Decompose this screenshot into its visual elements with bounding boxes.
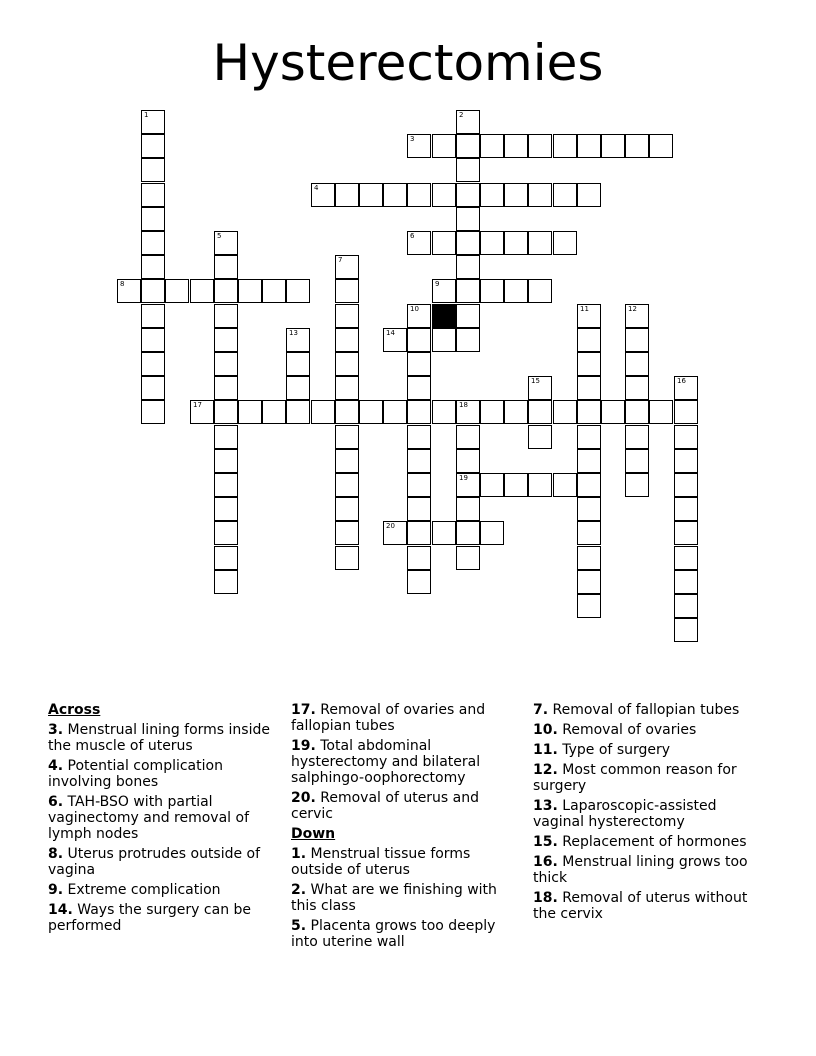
crossword-cell[interactable]: [577, 425, 601, 449]
crossword-cell[interactable]: [407, 400, 431, 424]
clue-text: Menstrual lining forms inside the muscle of uterus: [48, 722, 270, 754]
clue-text: Total abdominal hysterectomy and bilateral salphingo-oophorectomy: [291, 738, 481, 786]
crossword-cell[interactable]: [504, 183, 528, 207]
clue-text: TAH-BSO with partial vaginectomy and removal of lymph nodes: [48, 794, 250, 842]
crossword-cell[interactable]: [407, 449, 431, 473]
crossword-cell[interactable]: [480, 400, 504, 424]
crossword-cell[interactable]: [528, 183, 552, 207]
crossword-cell[interactable]: [190, 279, 214, 303]
clue-number-label: 1.: [291, 846, 307, 862]
crossword-cell[interactable]: [214, 570, 238, 594]
clue-item: [533, 834, 755, 850]
crossword-cell[interactable]: [311, 400, 335, 424]
clue-number: 5: [217, 232, 222, 240]
crossword-cell[interactable]: [286, 400, 310, 424]
crossword-cell[interactable]: [286, 279, 310, 303]
crossword-cell[interactable]: [335, 352, 359, 376]
clue-text: Type of surgery: [557, 742, 671, 758]
crossword-cell[interactable]: [432, 183, 456, 207]
clue-number-label: 6.: [48, 794, 64, 810]
crossword-cell[interactable]: [432, 400, 456, 424]
crossword-cell[interactable]: [141, 183, 165, 207]
clue-item: [48, 882, 270, 898]
clue-text: Extreme complication: [63, 882, 221, 898]
crossword-cell[interactable]: [649, 134, 673, 158]
clue-item: [291, 882, 513, 914]
crossword-cell[interactable]: [262, 400, 286, 424]
clue-number: 9: [435, 280, 440, 288]
crossword-cell[interactable]: [214, 497, 238, 521]
clue-text: Removal of ovaries: [557, 722, 697, 738]
clue-number-label: 3.: [48, 722, 64, 738]
crossword-cell[interactable]: [480, 134, 504, 158]
clue-number-label: 10.: [533, 722, 558, 738]
crossword-cell[interactable]: [577, 304, 601, 328]
clue-text: Menstrual lining grows too thick: [533, 854, 748, 886]
crossword-cell[interactable]: [553, 183, 577, 207]
crossword-cell[interactable]: [141, 231, 165, 255]
crossword-cell[interactable]: [577, 400, 601, 424]
crossword-cell[interactable]: [456, 546, 480, 570]
clue-number: 17: [193, 401, 202, 409]
crossword-cell[interactable]: [214, 521, 238, 545]
clue-heading-down: Down: [291, 826, 336, 842]
crossword-cell[interactable]: [432, 328, 456, 352]
clue-number-label: 19.: [291, 738, 316, 754]
crossword-cell[interactable]: [577, 497, 601, 521]
crossword-cell[interactable]: [674, 521, 698, 545]
crossword-cell[interactable]: [335, 449, 359, 473]
crossword-cell[interactable]: [456, 207, 480, 231]
crossword-cell[interactable]: [407, 183, 431, 207]
crossword-cell[interactable]: [674, 376, 698, 400]
crossword-cell[interactable]: [117, 279, 141, 303]
crossword-cell[interactable]: [432, 231, 456, 255]
clue-number-label: 14.: [48, 902, 73, 918]
clue-number: 3: [410, 135, 415, 143]
crossword-cell[interactable]: [214, 231, 238, 255]
clue-item: [48, 758, 270, 790]
clue-number: 2: [459, 111, 464, 119]
crossword-cell[interactable]: [625, 400, 649, 424]
crossword-cell[interactable]: [456, 521, 480, 545]
crossword-cell[interactable]: [214, 279, 238, 303]
crossword-cell[interactable]: [214, 546, 238, 570]
crossword-cell[interactable]: [625, 328, 649, 352]
crossword-cell[interactable]: [625, 304, 649, 328]
crossword-cell[interactable]: [528, 473, 552, 497]
clue-number: 14: [386, 329, 395, 337]
clue-heading-across: Across: [48, 702, 101, 718]
crossword-cell[interactable]: [383, 521, 407, 545]
crossword-cell[interactable]: [577, 570, 601, 594]
crossword-cell[interactable]: [335, 304, 359, 328]
crossword-cell[interactable]: [141, 328, 165, 352]
crossword-cell[interactable]: [214, 255, 238, 279]
crossword-cell[interactable]: [577, 521, 601, 545]
clue-number-label: 17.: [291, 702, 316, 718]
clue-column-3: [533, 702, 755, 926]
clue-item: [291, 790, 513, 822]
crossword-cell[interactable]: [625, 134, 649, 158]
crossword-cell[interactable]: [214, 328, 238, 352]
clue-item: [291, 738, 513, 786]
crossword-cell[interactable]: [262, 279, 286, 303]
crossword-cell[interactable]: [577, 449, 601, 473]
crossword-cell[interactable]: [141, 400, 165, 424]
crossword-cell[interactable]: [407, 134, 431, 158]
crossword-cell[interactable]: [141, 376, 165, 400]
crossword-cell[interactable]: [456, 304, 480, 328]
clue-column-1: [48, 702, 270, 938]
clue-number: 4: [314, 184, 319, 192]
clue-text: Placenta grows too deeply into uterine wall: [291, 918, 496, 950]
crossword-cell[interactable]: [214, 400, 238, 424]
clue-number: 18: [459, 401, 468, 409]
crossword-cell[interactable]: [456, 183, 480, 207]
crossword-cell[interactable]: [335, 497, 359, 521]
crossword-cell[interactable]: [456, 231, 480, 255]
clue-number: 1: [144, 111, 149, 119]
crossword-cell[interactable]: [480, 279, 504, 303]
crossword-cell[interactable]: [528, 400, 552, 424]
crossword-cell[interactable]: [407, 425, 431, 449]
crossword-cell[interactable]: [577, 546, 601, 570]
clue-number-label: 12.: [533, 762, 558, 778]
crossword-cell[interactable]: [407, 570, 431, 594]
crossword-cell[interactable]: [553, 400, 577, 424]
crossword-cell[interactable]: [407, 473, 431, 497]
crossword-cell[interactable]: [141, 207, 165, 231]
crossword-cell[interactable]: [335, 183, 359, 207]
crossword-cell[interactable]: [335, 376, 359, 400]
crossword-cell[interactable]: [649, 400, 673, 424]
clue-number: 19: [459, 474, 468, 482]
crossword-cell[interactable]: [311, 183, 335, 207]
clue-text: Menstrual tissue forms outside of uterus: [291, 846, 471, 878]
clue-number-label: 13.: [533, 798, 558, 814]
clue-number-label: 18.: [533, 890, 558, 906]
clue-number: 7: [338, 256, 343, 264]
crossword-cell[interactable]: [553, 231, 577, 255]
crossword-cell[interactable]: [577, 352, 601, 376]
clue-text: Removal of uterus and cervic: [291, 790, 480, 822]
clue-number: 12: [628, 305, 637, 313]
clue-item: [48, 794, 270, 842]
crossword-cell[interactable]: [407, 521, 431, 545]
crossword-cell[interactable]: [528, 376, 552, 400]
crossword-cell[interactable]: [456, 328, 480, 352]
crossword-cell[interactable]: [141, 352, 165, 376]
crossword-cell[interactable]: [625, 449, 649, 473]
crossword-cell[interactable]: [674, 570, 698, 594]
clue-item: [48, 722, 270, 754]
crossword-cell[interactable]: [456, 255, 480, 279]
clue-number-label: 5.: [291, 918, 307, 934]
clue-item: [291, 702, 513, 734]
crossword-cell[interactable]: [577, 473, 601, 497]
clue-number: 16: [677, 377, 686, 385]
crossword-cell[interactable]: [407, 497, 431, 521]
clue-number: 11: [580, 305, 589, 313]
crossword-cell[interactable]: [625, 425, 649, 449]
crossword-cell[interactable]: [190, 400, 214, 424]
clue-column-2: [291, 702, 513, 954]
crossword-cell[interactable]: [335, 279, 359, 303]
crossword-cell[interactable]: [335, 328, 359, 352]
crossword-cell[interactable]: [335, 521, 359, 545]
clue-number-label: 8.: [48, 846, 64, 862]
crossword-cell[interactable]: [335, 425, 359, 449]
crossword-cell[interactable]: [407, 352, 431, 376]
clue-text: What are we finishing with this class: [291, 882, 497, 914]
page-title: Hysterectomies: [212, 34, 604, 92]
crossword-cell[interactable]: [383, 400, 407, 424]
crossword-cell[interactable]: [480, 231, 504, 255]
clue-number: 13: [289, 329, 298, 337]
clue-text: Ways the surgery can be performed: [48, 902, 252, 934]
clue-number: 6: [410, 232, 415, 240]
crossword-cell[interactable]: [335, 255, 359, 279]
crossword-cell[interactable]: [335, 473, 359, 497]
clue-number: 15: [531, 377, 540, 385]
clue-item: [533, 742, 755, 758]
crossword-cell[interactable]: [625, 473, 649, 497]
clue-number: 10: [410, 305, 419, 313]
clue-item: [291, 918, 513, 950]
crossword-cell[interactable]: [141, 134, 165, 158]
crossword-cell[interactable]: [601, 134, 625, 158]
clue-number-label: 7.: [533, 702, 549, 718]
crossword-cell[interactable]: [528, 279, 552, 303]
crossword-cell[interactable]: [359, 183, 383, 207]
crossword-cell[interactable]: [553, 473, 577, 497]
crossword-cell[interactable]: [383, 328, 407, 352]
crossword-cell[interactable]: [674, 400, 698, 424]
clue-item: [533, 702, 755, 718]
crossword-cell[interactable]: [674, 618, 698, 642]
clue-number-label: 2.: [291, 882, 307, 898]
clue-text: Potential complication involving bones: [48, 758, 223, 790]
crossword-cell[interactable]: [456, 400, 480, 424]
clue-item: [533, 762, 755, 794]
crossword-cell[interactable]: [432, 521, 456, 545]
clue-text: Most common reason for surgery: [533, 762, 737, 794]
clue-text: Uterus protrudes outside of vagina: [48, 846, 261, 878]
clue-number-label: 4.: [48, 758, 64, 774]
crossword-cell[interactable]: [456, 158, 480, 182]
crossword-cell[interactable]: [407, 231, 431, 255]
clue-item: [48, 846, 270, 878]
crossword-cell[interactable]: [674, 546, 698, 570]
crossword-cell[interactable]: [335, 400, 359, 424]
crossword-cell[interactable]: [407, 328, 431, 352]
clue-number-label: 11.: [533, 742, 558, 758]
crossword-cell[interactable]: [528, 134, 552, 158]
crossword-cell[interactable]: [214, 449, 238, 473]
clue-number-label: 16.: [533, 854, 558, 870]
crossword-cell[interactable]: [577, 376, 601, 400]
crossword-cell[interactable]: [480, 473, 504, 497]
crossword-cell[interactable]: [165, 279, 189, 303]
crossword-cell[interactable]: [480, 183, 504, 207]
clue-item: [533, 722, 755, 738]
crossword-cell[interactable]: [553, 134, 577, 158]
clue-text: Removal of ovaries and fallopian tubes: [291, 702, 486, 734]
crossword-cell[interactable]: [141, 304, 165, 328]
crossword-cell[interactable]: [456, 449, 480, 473]
crossword-cell[interactable]: [674, 449, 698, 473]
crossword-cell[interactable]: [504, 400, 528, 424]
clue-item: [533, 798, 755, 830]
crossword-cell[interactable]: [456, 425, 480, 449]
crossword-cell[interactable]: [674, 594, 698, 618]
crossword-cell[interactable]: [504, 134, 528, 158]
crossword-cell[interactable]: [407, 304, 431, 328]
crossword-cell[interactable]: [504, 473, 528, 497]
crossword-cell[interactable]: [214, 473, 238, 497]
crossword-cell[interactable]: [456, 473, 480, 497]
crossword-cell[interactable]: [674, 497, 698, 521]
crossword-cell[interactable]: [407, 376, 431, 400]
crossword-cell[interactable]: [214, 376, 238, 400]
clue-item: [48, 902, 270, 934]
clue-text: Laparoscopic-assisted vaginal hysterectomy: [533, 798, 717, 830]
crossword-cell[interactable]: [480, 521, 504, 545]
crossword-cell[interactable]: [504, 231, 528, 255]
crossword-cell[interactable]: [577, 183, 601, 207]
crossword-cell[interactable]: [286, 328, 310, 352]
crossword-cell[interactable]: [141, 158, 165, 182]
clue-number-label: 20.: [291, 790, 316, 806]
crossword-cell[interactable]: [456, 134, 480, 158]
crossword-cell[interactable]: [214, 304, 238, 328]
crossword-cell[interactable]: [674, 425, 698, 449]
black-square: [432, 304, 456, 328]
crossword-cell[interactable]: [577, 594, 601, 618]
crossword-cell[interactable]: [286, 352, 310, 376]
clue-text: Replacement of hormones: [557, 834, 747, 850]
crossword-cell[interactable]: [577, 134, 601, 158]
crossword-cell[interactable]: [214, 425, 238, 449]
crossword-cell[interactable]: [528, 231, 552, 255]
crossword-cell[interactable]: [335, 546, 359, 570]
crossword-cell[interactable]: [286, 376, 310, 400]
clue-number-label: 15.: [533, 834, 558, 850]
crossword-cell[interactable]: [432, 279, 456, 303]
clue-number-label: 9.: [48, 882, 64, 898]
crossword-cell[interactable]: [528, 425, 552, 449]
crossword-cell[interactable]: [625, 352, 649, 376]
crossword-cell[interactable]: [625, 376, 649, 400]
crossword-cell[interactable]: [577, 328, 601, 352]
crossword-cell[interactable]: [383, 183, 407, 207]
clue-item: [533, 890, 755, 922]
crossword-cell[interactable]: [674, 473, 698, 497]
clue-text: Removal of fallopian tubes: [548, 702, 740, 718]
clue-text: Removal of uterus without the cervix: [533, 890, 748, 922]
crossword-cell[interactable]: [456, 497, 480, 521]
crossword-cell[interactable]: [141, 279, 165, 303]
crossword-cell[interactable]: [141, 110, 165, 134]
crossword-cell[interactable]: [359, 400, 383, 424]
crossword-cell[interactable]: [432, 134, 456, 158]
crossword-cell[interactable]: [456, 279, 480, 303]
clue-item: [533, 854, 755, 886]
crossword-cell[interactable]: [238, 279, 262, 303]
crossword-cell[interactable]: [141, 255, 165, 279]
crossword-cell[interactable]: [504, 279, 528, 303]
clue-number: 8: [120, 280, 125, 288]
crossword-cell[interactable]: [238, 400, 262, 424]
clue-number: 20: [386, 522, 395, 530]
clue-item: [291, 846, 513, 878]
crossword-cell[interactable]: [407, 546, 431, 570]
crossword-cell[interactable]: [456, 110, 480, 134]
crossword-cell[interactable]: [214, 352, 238, 376]
crossword-cell[interactable]: [601, 400, 625, 424]
